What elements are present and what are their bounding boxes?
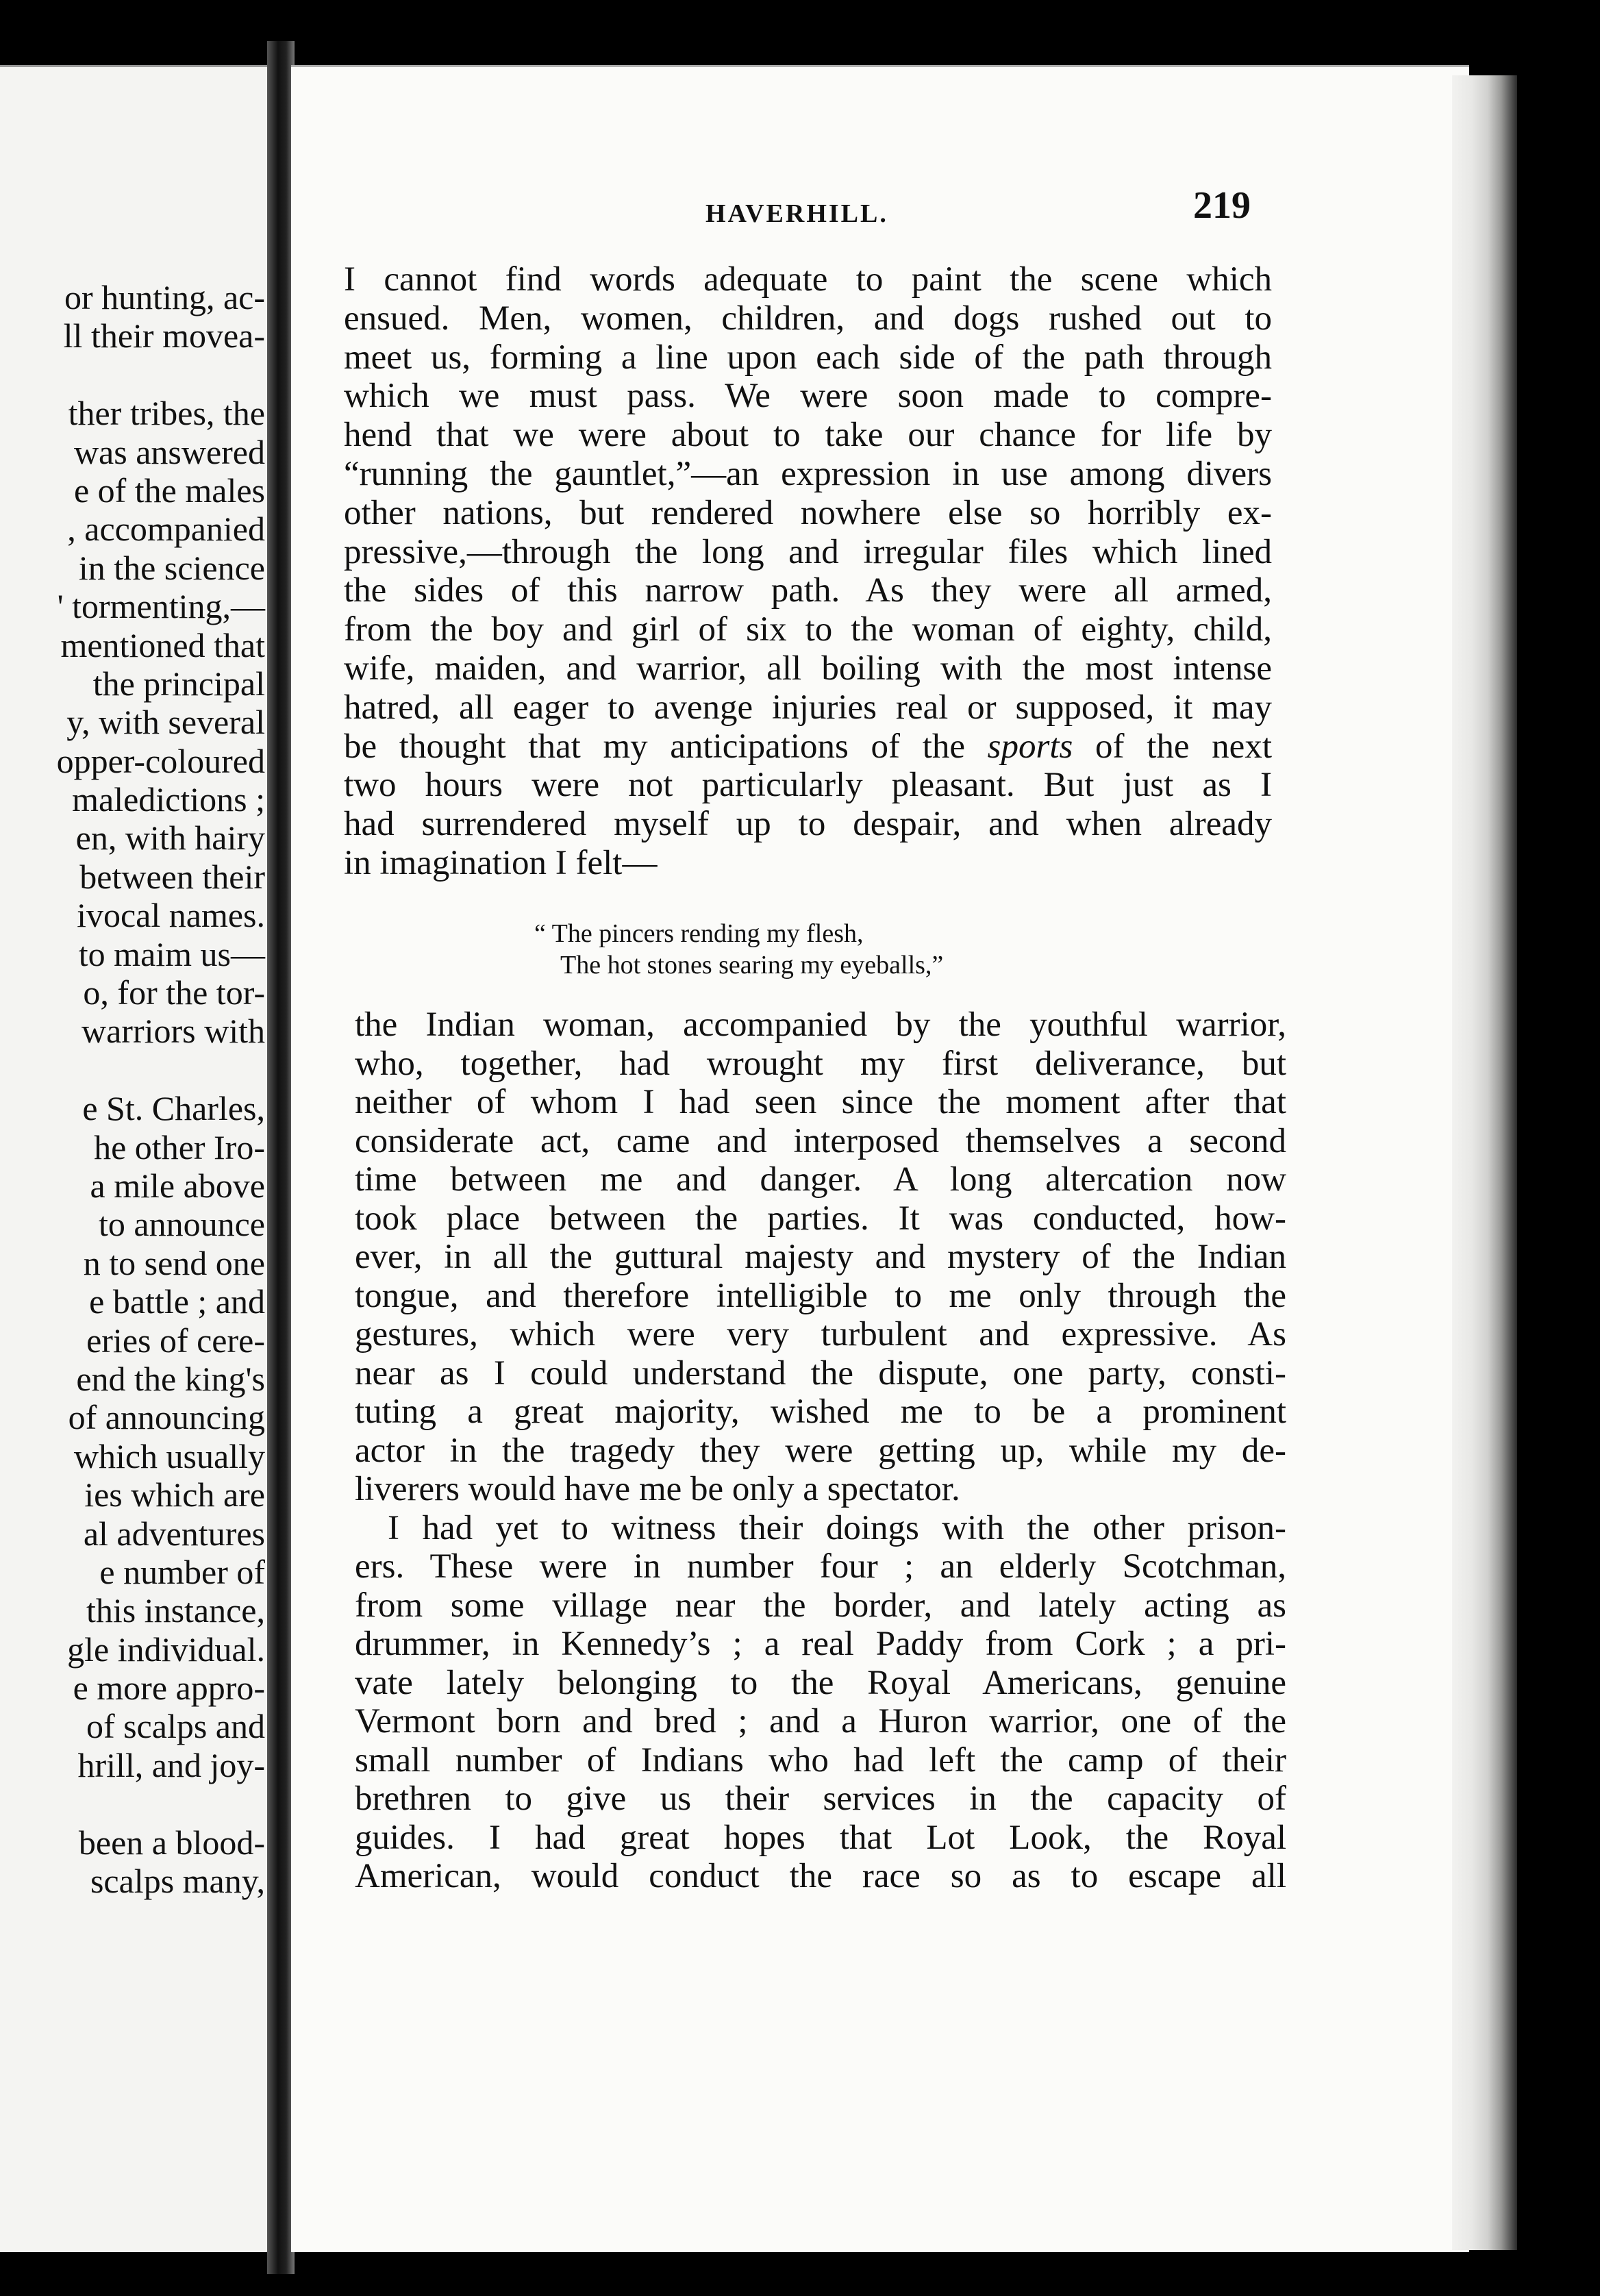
running-head: HAVERHILL.	[705, 199, 888, 228]
left-page-line: ther tribes, the	[68, 394, 265, 433]
text-line: I cannot find words adequate to paint the scene which	[344, 260, 1272, 299]
left-page-line: or hunting, ac-	[64, 278, 265, 316]
left-page-line: scalps many,	[90, 1862, 265, 1901]
text-line: actor in the tragedy they were getting up, while my de-	[355, 1431, 1286, 1470]
text-line: time between me and danger. A long altercation now	[355, 1160, 1286, 1199]
left-page-line: he other Iro-	[94, 1127, 265, 1166]
text-line: meet us, forming a line upon each side of the path through	[344, 338, 1272, 377]
left-page-line: ' tormenting,—	[57, 587, 265, 626]
text-line: vate lately belonging to the Royal Americans, genuine	[355, 1663, 1286, 1702]
text-line: hend that we were about to take our chance for life by	[344, 416, 1272, 455]
left-page-line	[0, 1051, 265, 1089]
text-line: in imagination I felt—	[344, 843, 658, 882]
left-page-line: which usually	[73, 1436, 265, 1475]
text-line-with-italic	[344, 727, 1272, 766]
left-page-line: y, with several	[66, 703, 265, 742]
quote-line: “ The pincers rending my flesh,	[534, 919, 864, 948]
text-line: ever, in all the guttural majesty and mystery of the Indian	[355, 1238, 1286, 1276]
book-gutter	[267, 41, 295, 2274]
left-page-line: ivocal names.	[77, 896, 265, 935]
italic-word: sports	[987, 727, 1073, 766]
left-page-line: in the science	[78, 548, 265, 587]
left-page-line: been a blood-	[78, 1823, 265, 1862]
text-line: brethren to give us their services in the capacity of	[355, 1780, 1286, 1818]
left-page-line: n to send one	[83, 1243, 265, 1282]
text-line: neither of whom I had seen since the moment after that	[355, 1083, 1286, 1121]
text-line: which we must pass. We were soon made to compre-	[344, 377, 1272, 416]
text-line: small number of Indians who had left the camp of their	[355, 1740, 1286, 1780]
quote-line: The hot stones searing my eyeballs,”	[560, 951, 944, 979]
left-page-line: eries of cere-	[86, 1321, 265, 1360]
page-edge-shadow	[1452, 75, 1517, 2250]
text-line: I had yet to witness their doings with the other prison-	[388, 1508, 1286, 1547]
left-page-line: al adventures	[83, 1514, 265, 1553]
left-page-line: ies which are	[84, 1475, 265, 1514]
left-page-line: en, with hairy	[75, 819, 265, 858]
left-page-text	[0, 278, 265, 1900]
left-page-line: opper-coloured	[56, 741, 265, 780]
left-page-line: maledictions ;	[72, 780, 265, 819]
left-page-line: a mile above	[90, 1166, 265, 1205]
left-page-line: this instance,	[86, 1591, 265, 1630]
left-page-line: o, for the tor-	[83, 973, 265, 1012]
left-page-line: hrill, and joy-	[77, 1745, 265, 1784]
text-line: liverers would have me be only a spectator.	[355, 1470, 960, 1508]
left-page-line	[0, 1784, 265, 1823]
text-line: guides. I had great hopes that Lot Look, the Royal	[355, 1818, 1286, 1857]
left-page-line: was answered	[73, 432, 265, 471]
left-page-line: end the king's	[76, 1359, 265, 1398]
left-page-line: , accompanied	[67, 510, 265, 549]
text-line: hatred, all eager to avenge injuries real or supposed, it may	[344, 688, 1272, 727]
text-line: gestures, which were very turbulent and expressive. As	[355, 1315, 1286, 1353]
page-number: 219	[1193, 184, 1251, 227]
text-line: near as I could understand the dispute, one party, consti-	[355, 1353, 1286, 1393]
text-line: considerate act, came and interposed themselves a second	[355, 1121, 1286, 1160]
text-line: from some village near the border, and lately acting as	[355, 1586, 1286, 1625]
text-line: drummer, in Kennedy’s ; a real Paddy from Cork ; a pri-	[355, 1625, 1286, 1663]
left-page-line: to maim us—	[78, 934, 265, 973]
left-page-line: of announcing	[68, 1398, 265, 1437]
left-page-line: e battle ; and	[89, 1282, 265, 1321]
text-line: “running the gauntlet,”—an expression in use among divers	[344, 454, 1272, 493]
text-run: be thought that my anticipations of the	[344, 727, 988, 766]
text-line: two hours were not particularly pleasant. But just as I	[344, 766, 1272, 805]
left-page-line: to announce	[99, 1205, 265, 1244]
paragraph-2-and-3	[355, 1006, 1286, 1896]
left-page-line: e more appro-	[73, 1669, 265, 1708]
text-line: from the boy and girl of six to the woman of eighty, child,	[344, 610, 1272, 649]
text-line: the Indian woman, accompanied by the youthful warrior,	[355, 1006, 1286, 1044]
text-line: who, together, had wrought my first deliverance, but	[355, 1044, 1286, 1083]
left-page-line: mentioned that	[60, 625, 265, 664]
left-page	[0, 65, 271, 2252]
text-line: tuting a great majority, wished me to be a prominent	[355, 1393, 1286, 1431]
text-line: other nations, but rendered nowhere else so horribly ex-	[344, 493, 1272, 532]
left-page-line: e of the males	[73, 471, 265, 510]
left-page-line: gle individual.	[67, 1630, 265, 1669]
text-line: pressive,—through the long and irregular files which lined	[344, 532, 1272, 571]
left-page-line: e number of	[99, 1552, 265, 1591]
left-page-line	[0, 355, 265, 394]
text-line: ers. These were in number four ; an elderly Scotchman,	[355, 1547, 1286, 1586]
text-line: had surrendered myself up to despair, and when already	[344, 805, 1272, 844]
verse-quotation	[534, 918, 943, 981]
left-page-line: between their	[79, 857, 265, 896]
text-line: American, would conduct the race so as to escape all	[355, 1857, 1286, 1895]
left-page-line: of scalps and	[86, 1707, 265, 1746]
text-line: Vermont born and bred ; and a Huron warrior, one of the	[355, 1702, 1286, 1740]
text-line: tongue, and therefore intelligible to me only through the	[355, 1276, 1286, 1315]
text-line: took place between the parties. It was conducted, how-	[355, 1199, 1286, 1238]
left-page-line: warriors with	[82, 1012, 265, 1051]
left-page-line: e St. Charles,	[82, 1089, 265, 1128]
text-line: wife, maiden, and warrior, all boiling with the most intense	[344, 649, 1272, 688]
left-page-line: ll their movea-	[63, 316, 265, 355]
left-page-line: the principal	[92, 664, 265, 703]
text-run: of the next	[1073, 727, 1272, 766]
text-line: the sides of this narrow path. As they were all armed,	[344, 571, 1272, 610]
paragraph-1	[344, 260, 1272, 883]
text-line: ensued. Men, women, children, and dogs rushed out to	[344, 299, 1272, 338]
